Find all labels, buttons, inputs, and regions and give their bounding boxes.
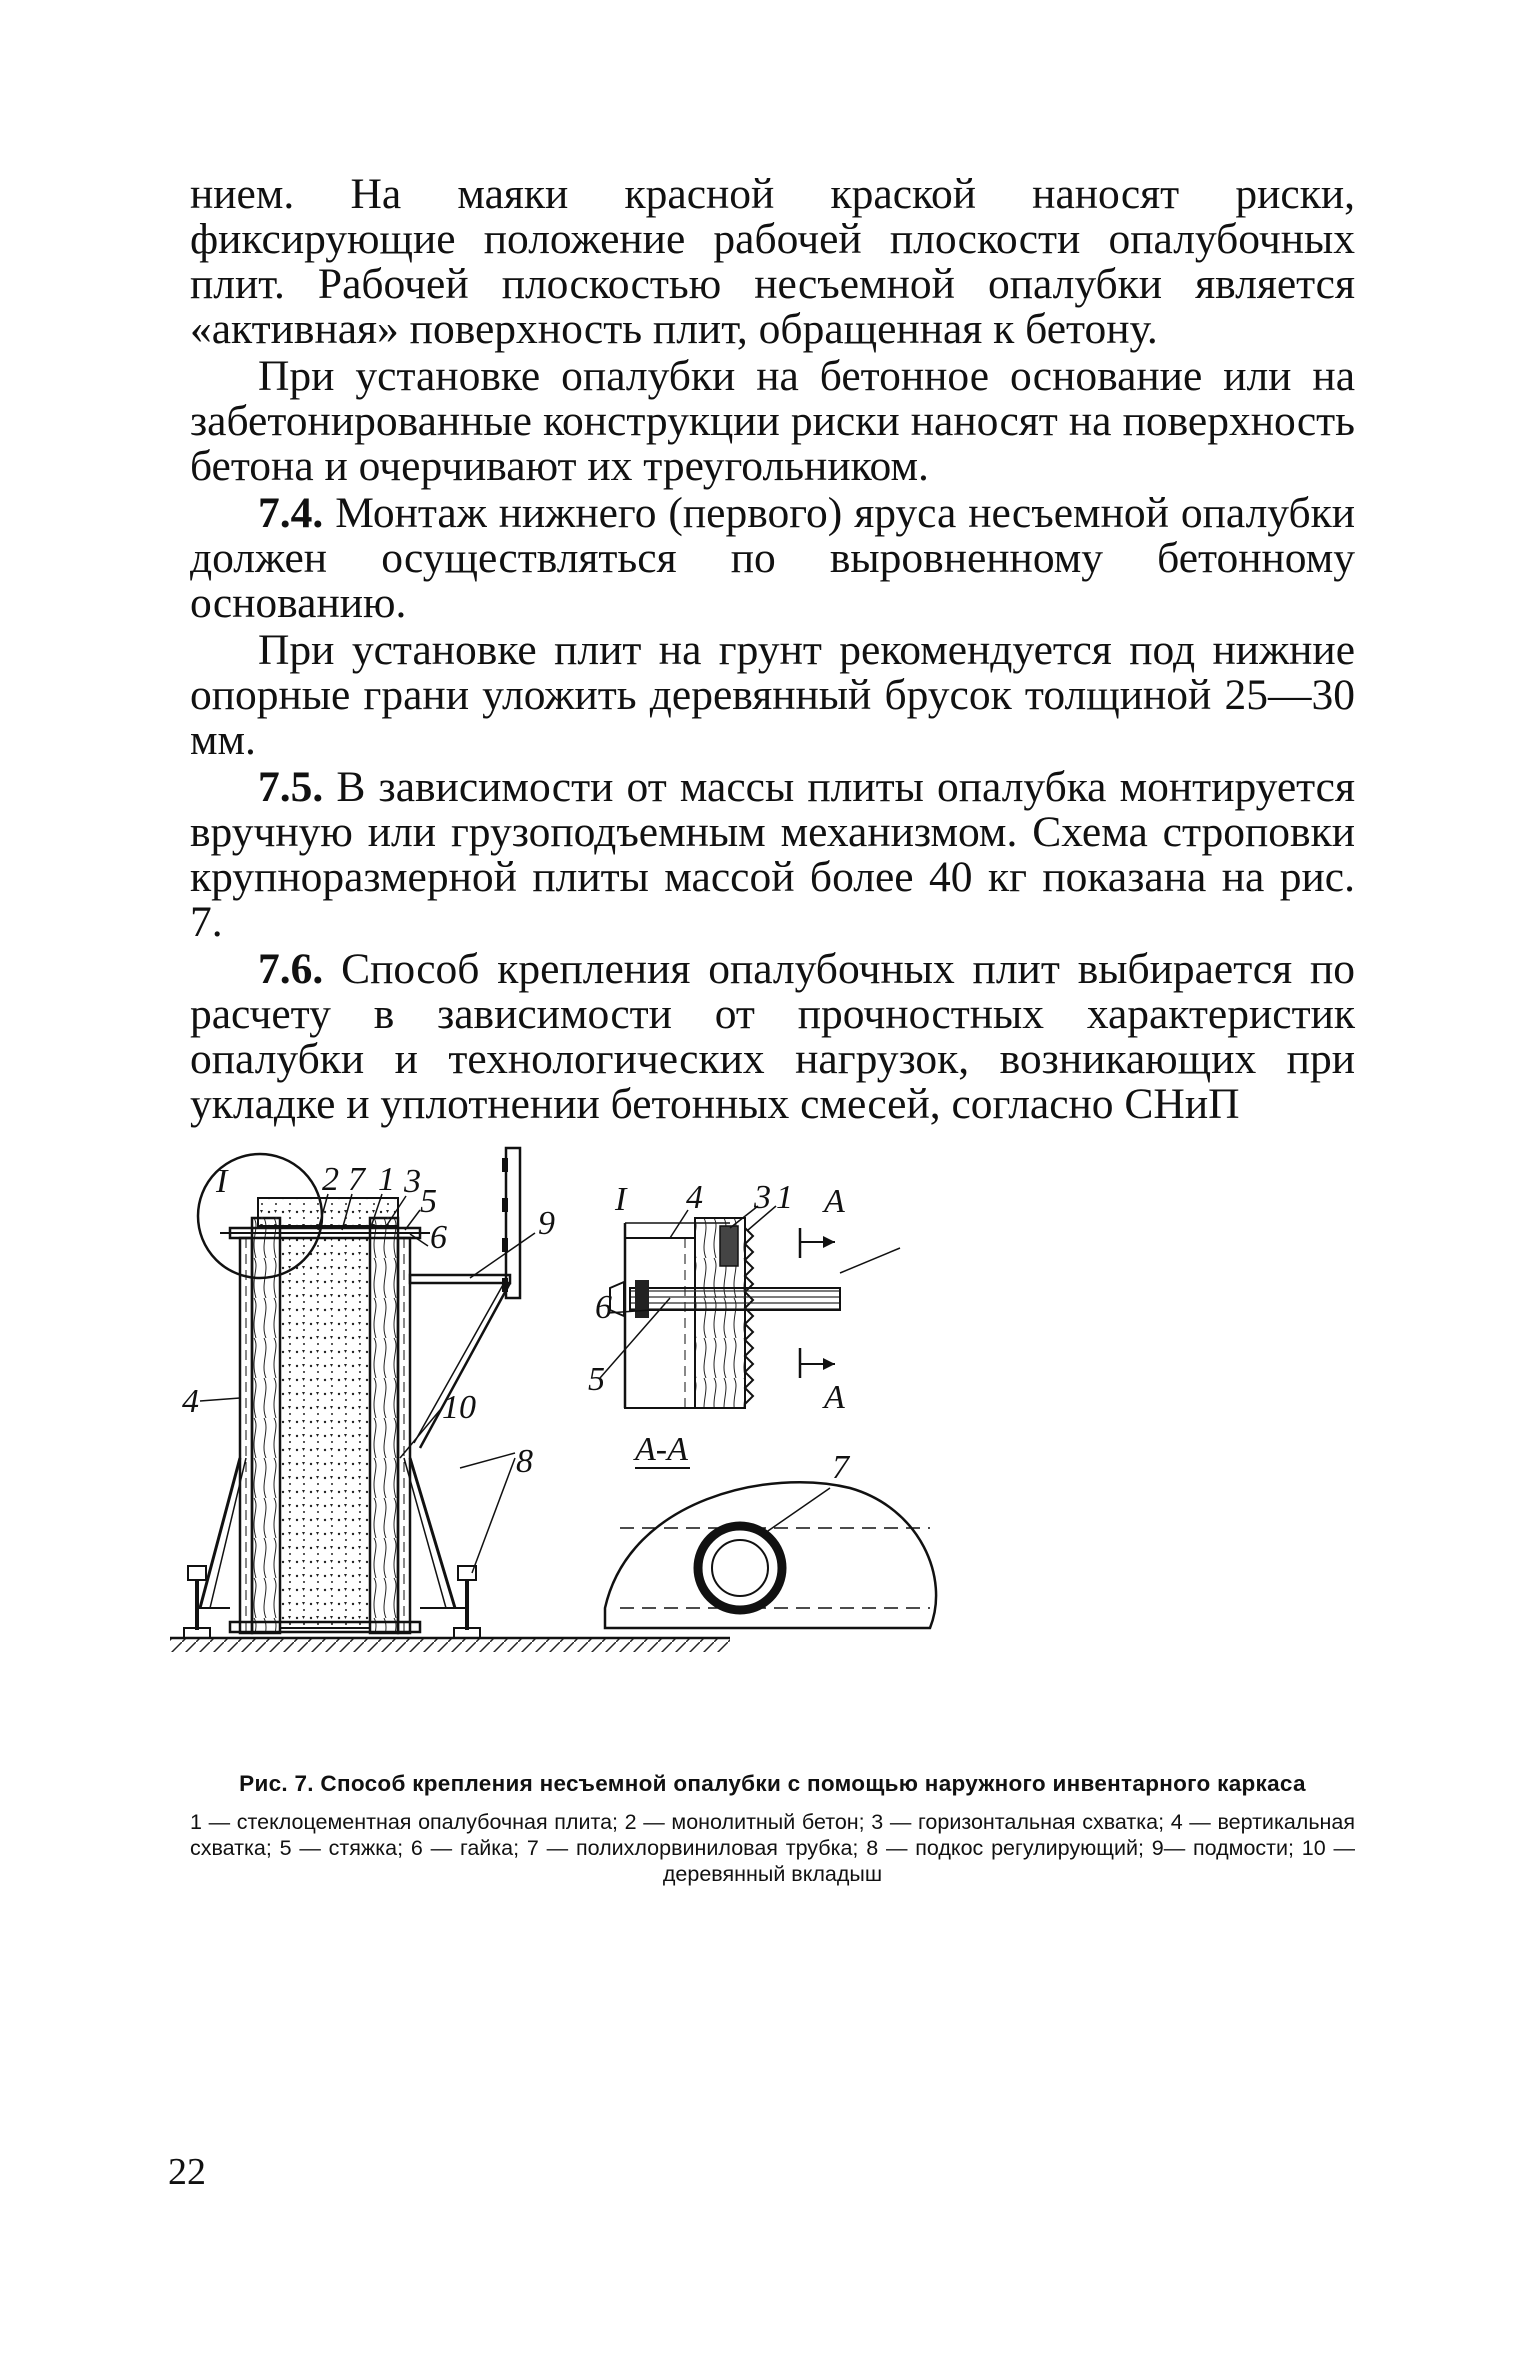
left-brace: [200, 1458, 240, 1608]
label-inset-7: 7: [832, 1449, 849, 1486]
label-1: 1: [378, 1161, 395, 1198]
label-8: 8: [516, 1443, 533, 1480]
label-inset-4: 4: [686, 1179, 703, 1216]
label-9: 9: [538, 1205, 555, 1242]
label-section-aa: А-А: [635, 1431, 688, 1468]
paragraph-7-6: [190, 947, 1355, 1127]
figure-7: [182, 1138, 1360, 1698]
label-inset-3: 3: [754, 1179, 771, 1216]
ground-hatch: [170, 1638, 730, 1652]
label-detail-inset: I: [615, 1181, 627, 1218]
label-4: 4: [182, 1383, 199, 1420]
label-5: 5: [420, 1183, 437, 1220]
paragraph-7-4-text: Монтаж нижнего (первого) яруса несъемной опалубки должен осуществляться по выровненному бетонному основанию.: [190, 489, 1355, 627]
section-number-7-6: 7.6.: [258, 945, 324, 993]
caption-title: Рис. 7. Способ крепления несъемной опалубки с помощью наружного инвентарного каркаса: [239, 1771, 1306, 1796]
body-text: [190, 172, 1355, 1127]
left-brace-jack: [184, 1566, 210, 1638]
paragraph-7-6-text: Способ крепления опалубочных плит выбирается по расчету в зависимости от прочностных характеристик опалубки и технологических нагрузок, возникающих при укладке и уплотнении бетонных смесей, согласно СНиП: [190, 945, 1355, 1128]
right-brace: [410, 1458, 455, 1608]
paragraph-7-4: [190, 491, 1355, 626]
label-3: 3: [404, 1163, 421, 1200]
paragraph-7-5: [190, 765, 1355, 945]
paragraph-7-5-text: В зависимости от массы плиты опалубка монтируется вручную или грузоподъемным механизмом. Схема строповки крупноразмерной плиты массой более 40 кг показана на рис. 7.: [190, 763, 1355, 946]
section-number-7-4: 7.4.: [258, 489, 324, 537]
top-concrete: [258, 1198, 398, 1226]
detail-plate-edge: [745, 1218, 753, 1408]
figure-caption: [190, 1770, 1355, 1887]
left-wood-insert: [252, 1218, 280, 1633]
concrete-core: [280, 1238, 370, 1628]
caption-legend: 1 — стеклоцементная опалубочная плита; 2 — монолитный бетон; 3 — горизонтальная схватка; 4 — вертикальная схватка; 5 — стяжка; 6 — гайка; 7 — полихлорвиниловая трубка; 8 — подкос регулирующий; 9— подмости; 10 — деревянный вкладыш: [190, 1810, 1355, 1886]
label-inset-5: 5: [588, 1361, 605, 1398]
paragraph-2: При установке опалубки на бетонное основание или на забетонированные конструкции риски наносят на поверхность бетона и очерчивают их треугольником.: [190, 352, 1355, 490]
page-number: 22: [168, 2151, 206, 2193]
label-7: 7: [348, 1161, 365, 1198]
detail-nut: [635, 1280, 649, 1318]
right-brace-jack: [454, 1566, 480, 1638]
paragraph-4: При установке плит на грунт рекомендуется под нижние опорные грани уложить деревянный брусок толщиной 25—30 мм.: [190, 626, 1355, 764]
section-outline: [605, 1482, 936, 1628]
section-a-a: [605, 1468, 936, 1628]
section-number-7-5: 7.5.: [258, 763, 324, 811]
paragraph-1: нием. На маяки красной краской наносят риски, фиксирующие положение рабочей плоскости опалубочных плит. Рабочей плоскостью несъемной опалубки является «активная» поверхность плит, обращенная к бетону.: [190, 170, 1355, 353]
right-wood-insert: [370, 1218, 398, 1633]
label-inset-1: 1: [776, 1179, 793, 1216]
label-detail-main: I: [216, 1163, 228, 1200]
detail-view: [600, 1206, 900, 1408]
label-inset-6: 6: [595, 1289, 612, 1326]
label-section-a-bottom: A: [824, 1379, 845, 1416]
label-10: 10: [442, 1389, 476, 1426]
label-section-a-top: A: [824, 1183, 845, 1220]
label-2: 2: [322, 1161, 339, 1198]
formwork-drawing: [182, 1138, 1360, 1698]
label-6: 6: [430, 1219, 447, 1256]
pvc-tube: [698, 1526, 782, 1610]
scaffold-deck: [410, 1275, 510, 1283]
